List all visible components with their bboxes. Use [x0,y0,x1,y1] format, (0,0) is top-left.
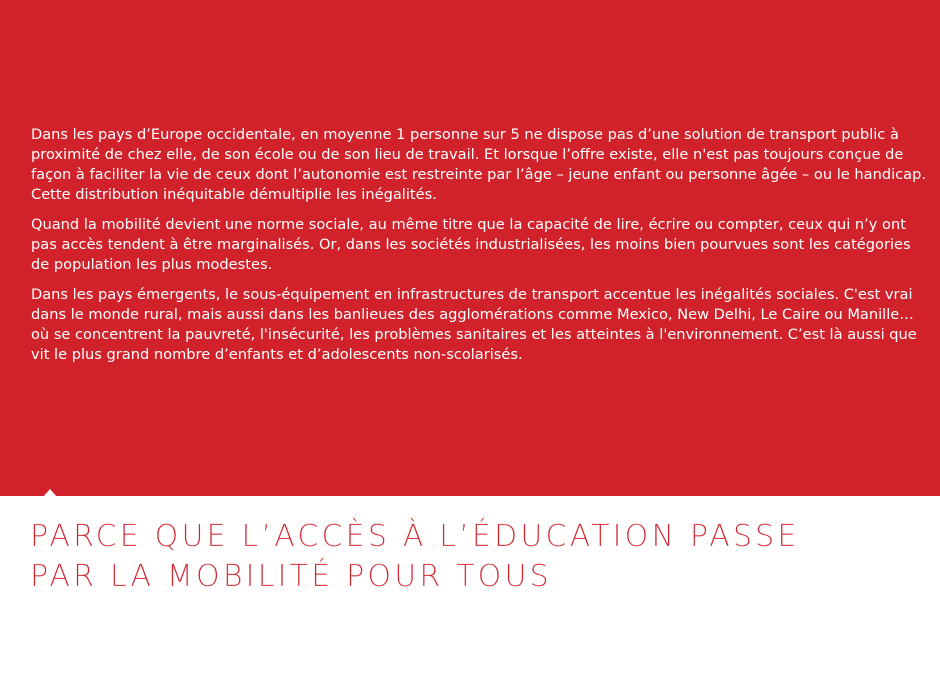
heading-line-2: PAR LA MOBILITÉ POUR TOUS [30,559,552,594]
body-text [31,125,927,375]
paragraph-2: Quand la mobilité devient une norme sociale, au même titre que la capacité de lire, écrire ou compter, ceux qui n’y ont pas accès tendent à être marginalisés. Or, dans les sociétés industrialisées, les moins bien pourvues sont les catégories de population les plus modestes. [31,216,911,273]
section-heading [30,517,920,597]
paragraph-3: Dans les pays émergents, le sous-équipement en infrastructures de transport accentue les inégalités sociales. C'est vrai dans le monde rural, mais aussi dans les banlieues des agglomérations comme Mexico, New Delhi, Le Caire ou Manille… où se concentrent la pauvreté, l'insécurité, les problèmes sanitaires et les atteintes à l'environnement. C’est là aussi que vit le plus grand nombre d’enfants et d’adolescents non-scolarisés. [31,286,917,363]
heading-line-1: PARCE QUE L’ACCÈS À L’ÉDUCATION PASSE [30,519,800,554]
paragraph-1: Dans les pays d’Europe occidentale, en moyenne 1 personne sur 5 ne dispose pas d’une solution de transport public à proximité de chez elle, de son école ou de son lieu de travail. Et lorsque l’offre existe, elle n'est pas toujours conçue de façon à faciliter la vie de ceux dont l’autonomie est restreinte par l’âge – jeune enfant ou personne âgée – ou le handicap. Cette distribution inéquitable démultiplie les inégalités. [31,126,927,203]
pointer-notch [43,489,57,497]
